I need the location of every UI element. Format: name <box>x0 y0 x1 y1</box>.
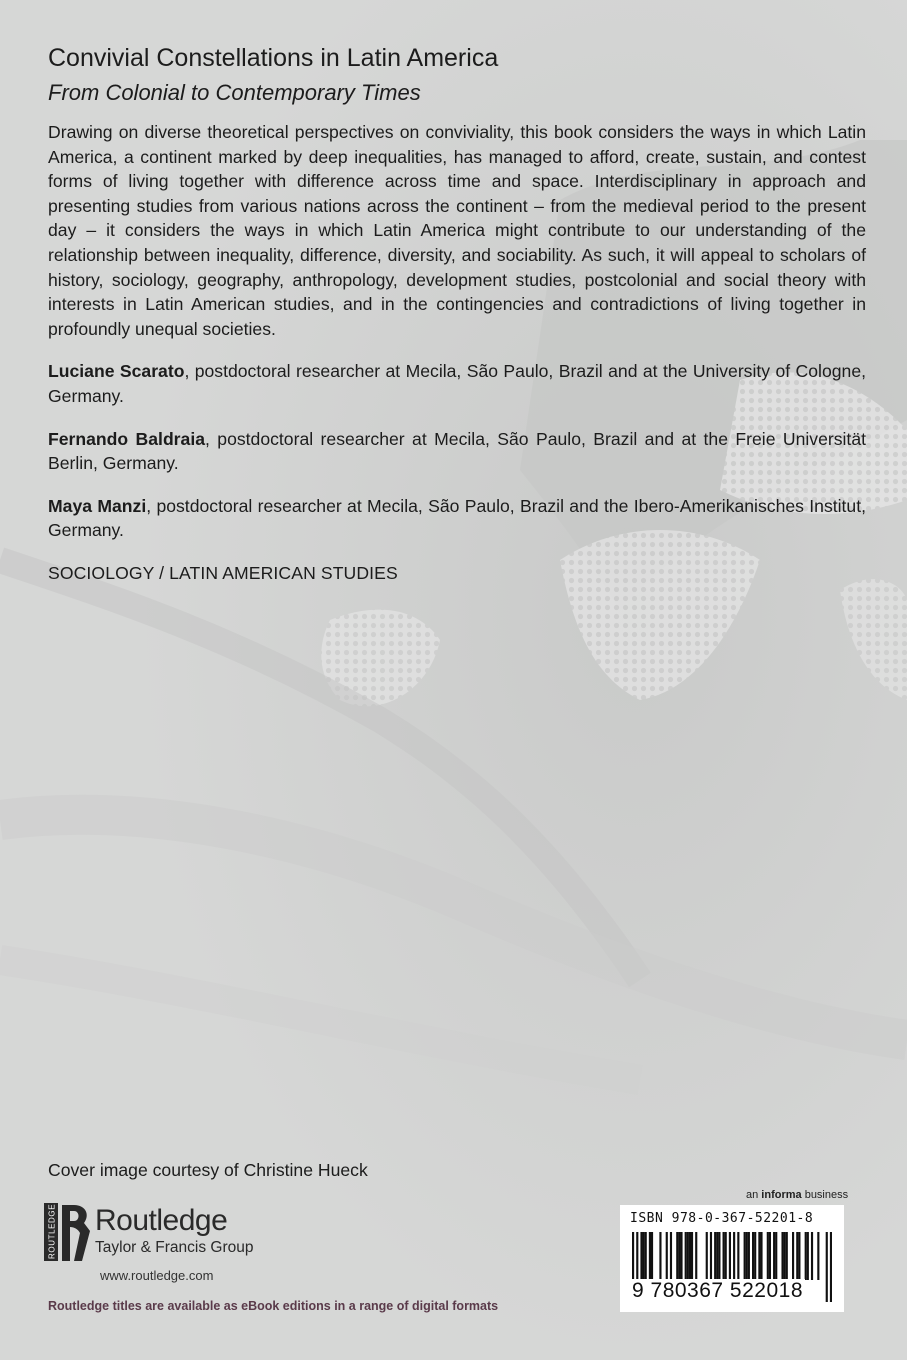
barcode-bar <box>748 1232 750 1280</box>
barcode-bar <box>680 1232 682 1280</box>
informa-prefix: an <box>746 1189 762 1201</box>
barcode-bar <box>706 1232 708 1280</box>
barcode-bar <box>752 1232 754 1280</box>
author-affiliation-3: , postdoctoral researcher at Mecila, São Paulo, Brazil and the Ibero-Amerikanisches Institut, Germany. <box>48 495 866 541</box>
barcode-bar <box>784 1232 786 1280</box>
barcode-bar <box>666 1232 668 1280</box>
barcode-bar <box>754 1232 756 1280</box>
barcode-bar <box>786 1232 788 1280</box>
barcode-bar <box>805 1232 807 1280</box>
cover-credit: Cover image courtesy of Christine Hueck <box>48 1160 368 1180</box>
barcode-bar <box>710 1232 712 1280</box>
author-affiliation-2: , postdoctoral researcher at Mecila, São Paulo, Brazil and at the Freie Universität Berlin, Germany. <box>48 428 866 474</box>
barcode-bar <box>781 1232 783 1280</box>
barcode-bar <box>798 1232 800 1280</box>
author-bio-2 <box>48 427 866 476</box>
barcode-bar <box>830 1232 832 1302</box>
barcode-bar <box>687 1232 689 1280</box>
barcode-bar <box>689 1232 691 1280</box>
barcode-bar <box>685 1232 687 1280</box>
barcode-bar <box>773 1232 775 1280</box>
informa-business-label <box>746 1189 848 1201</box>
barcode-bar <box>649 1232 651 1280</box>
back-cover-text <box>48 40 866 584</box>
publisher-logo-text <box>95 1205 254 1257</box>
author-name-3: Maya Manzi <box>48 495 147 516</box>
barcode-bar <box>725 1232 727 1280</box>
barcode-bar <box>645 1232 647 1280</box>
barcode-bar <box>643 1232 645 1280</box>
barcode-bar <box>758 1232 760 1280</box>
barcode-bar <box>651 1232 653 1280</box>
barcode-bar <box>744 1232 746 1280</box>
barcode-bar <box>714 1232 716 1280</box>
barcode-bar <box>826 1232 828 1302</box>
barcode-bar <box>718 1232 720 1280</box>
author-name-2: Fernando Baldraia <box>48 428 205 449</box>
author-bio-3 <box>48 494 866 543</box>
book-subtitle: From Colonial to Contemporary Times <box>48 80 421 105</box>
barcode-bar <box>769 1232 771 1280</box>
barcode-bar <box>760 1232 762 1280</box>
isbn-label: ISBN 978-0-367-52201-8 <box>630 1211 814 1226</box>
barcode-bar <box>796 1232 798 1280</box>
book-title: Convivial Constellations in Latin America <box>48 44 499 72</box>
barcode-bar <box>817 1232 819 1280</box>
barcode-bar <box>695 1232 697 1280</box>
publisher-url: www.routledge.com <box>100 1268 214 1283</box>
subject-category: SOCIOLOGY / LATIN AMERICAN STUDIES <box>48 562 398 583</box>
barcode-bar <box>807 1232 809 1280</box>
publisher-name: Routledge <box>95 1204 228 1237</box>
author-affiliation-1: , postdoctoral researcher at Mecila, São Paulo, Brazil and at the University of Cologne, Germany. <box>48 361 866 406</box>
barcode-bar <box>691 1232 693 1280</box>
author-bio-1 <box>48 359 866 408</box>
barcode-number: 9 780367 522018 <box>632 1279 803 1302</box>
ebook-availability-note: Routledge titles are available as eBook editions in a range of digital formats <box>48 1299 499 1313</box>
barcode-bar <box>678 1232 680 1280</box>
barcode-bar <box>767 1232 769 1280</box>
barcode-bar <box>640 1232 642 1280</box>
publisher-group: Taylor & Francis Group <box>95 1239 254 1256</box>
barcode-bar <box>670 1232 672 1280</box>
informa-brand: informa <box>761 1189 802 1201</box>
barcode-bar <box>723 1232 725 1280</box>
barcode-bar <box>746 1232 748 1280</box>
barcode-bar <box>737 1232 739 1280</box>
barcode-bar <box>659 1232 661 1280</box>
barcode-bar <box>792 1232 794 1280</box>
routledge-logo-vertical-text: ROUTLEDGE <box>47 1203 57 1259</box>
barcode-bar <box>775 1232 777 1280</box>
author-name-1: Luciane Scarato <box>48 361 185 382</box>
informa-suffix: business <box>801 1189 849 1201</box>
barcode-bar <box>676 1232 678 1280</box>
book-description: Drawing on diverse theoretical perspectives on conviviality, this book considers the ways in which Latin America, a continent marked by deep inequalities, has managed to afford, create, sustain, and contest forms of living together with difference across time and space. Interdisciplinary in approach and presenting studies from various nations across the continent – from the medieval period to the present day – it considers the ways in which Latin America might contribute to our understanding of the relationship between inequality, difference, diversity, and sociability. As such, it will appeal to scholars of history, sociology, geography, anthropology, development studies, postcolonial and social theory with interests in Latin American studies, and in the contingencies and contradictions of living together in profoundly unequal societies. <box>48 122 866 339</box>
barcode-bar <box>811 1232 813 1280</box>
barcode-bar <box>716 1232 718 1280</box>
